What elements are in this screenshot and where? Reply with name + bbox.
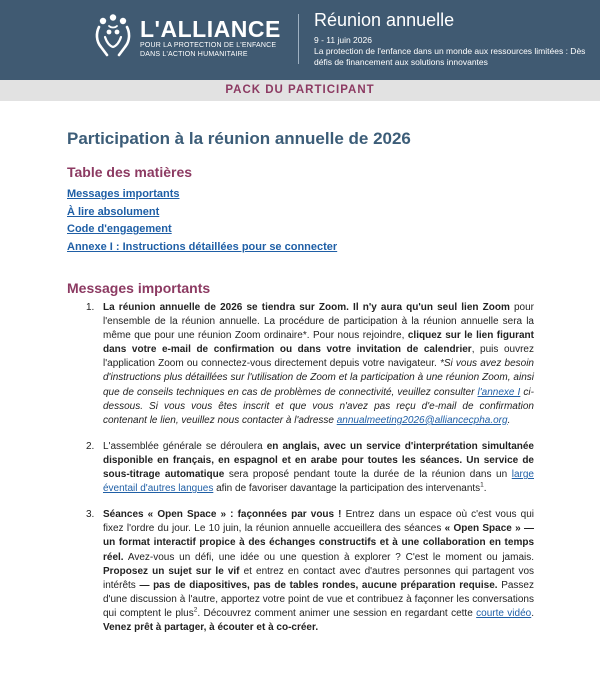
item-3-no-slides: — pas de diapositives, pas de tables rondes, aucune préparation requise. bbox=[139, 579, 498, 591]
item-1-text: pour l'ensemble de la réunion annuelle. La procédure de participation à la réunion annuelle sera la même que pour une réunion Zoom ordinaire*. Pour nous rejoindre, bbox=[103, 302, 534, 342]
item-2-text: L'assemblée générale se déroulera bbox=[103, 440, 267, 452]
footnote-ref-2: 2 bbox=[193, 606, 198, 614]
footnote-ref-1: 1 bbox=[480, 481, 484, 489]
event-subtitle: La protection de l'enfance dans un monde aux ressources limitées : Dès défis de financement aux solutions innovantes bbox=[314, 46, 586, 67]
item-number: 1. bbox=[86, 302, 95, 313]
pack-bar bbox=[0, 80, 600, 101]
item-1-note: *Si vous avez besoin d'instructions plus détaillées sur l'utilisation de Zoom et la participation à une réunion Zoom, ainsi que de conseils techniques en cas de problèmes de connectivité, veuillez consulter bbox=[103, 358, 534, 398]
toc-item bbox=[67, 221, 337, 239]
item-3-period: . bbox=[531, 607, 534, 619]
item-3-lead: Séances « Open Space » : façonnées par vous ! bbox=[103, 509, 342, 521]
contact-email-link[interactable]: annualmeeting2026@alliancecpha.org bbox=[336, 414, 508, 426]
list-item bbox=[70, 301, 534, 428]
item-number: 2. bbox=[86, 440, 95, 452]
item-number: 3. bbox=[86, 509, 95, 521]
table-of-contents bbox=[67, 186, 337, 256]
item-3-text-2: Avez-vous un défi, une idée ou une question à explorer ? C'est le moment ou jamais. bbox=[123, 551, 534, 563]
item-1-zoom-link-note: Il n'y aura qu'un seul lien Zoom bbox=[353, 302, 510, 313]
item-3-text-3: et entrez en contact avec d'autres personnes qui partagent vos intérêts bbox=[103, 565, 535, 591]
short-video-link[interactable]: courte vidéo bbox=[476, 607, 532, 619]
languages-link[interactable]: large éventail d'autres langues bbox=[103, 469, 534, 495]
toc-link-annexe-i[interactable]: Annexe I : Instructions détaillées pour se connecter bbox=[67, 240, 338, 253]
header-divider bbox=[298, 14, 299, 64]
item-2-interpretation: en anglais, avec un service d'interprétation simultanée disponible en français, en espagnol et en arabe pour toutes les séances. Un service de sous-titrage automatique bbox=[103, 440, 534, 481]
item-2-text-3: afin de favoriser davantage la participation des intervenants bbox=[213, 483, 481, 495]
item-3-text-5: . Découvrez comment animer une session en regardant cette bbox=[197, 607, 477, 619]
toc-item bbox=[67, 186, 337, 204]
item-3-closing: Venez prêt à partager, à écouter et à co-créer. bbox=[103, 621, 319, 633]
item-3-propose: Proposez un sujet sur le vif bbox=[103, 565, 240, 577]
toc-item bbox=[67, 204, 337, 222]
logo-tagline bbox=[140, 42, 276, 59]
item-1-note-2: ci-dessous. Si vous vous êtes inscrit et que vous n'avez pas reçu d'e-mail de confirmation contenant le lien, veuillez nous contacter à l'adresse bbox=[103, 386, 534, 426]
logo-name: L'ALLIANCE bbox=[140, 16, 281, 42]
annex-i-link[interactable]: l'annexe I bbox=[477, 386, 521, 398]
toc-item bbox=[67, 239, 337, 257]
item-1-lead: La réunion annuelle de 2026 se tiendra sur Zoom. bbox=[103, 302, 349, 313]
toc-heading: Table des matières bbox=[67, 164, 193, 180]
logo-tagline-line-2: DANS L'ACTION HUMANITAIRE bbox=[140, 50, 248, 58]
toc-link-code-engagement[interactable]: Code d'engagement bbox=[67, 223, 172, 235]
alliance-logo bbox=[92, 13, 292, 69]
item-1-period: . bbox=[507, 414, 511, 426]
toc-link-messages-importants[interactable]: Messages importants bbox=[67, 188, 180, 200]
pack-label: PACK DU PARTICIPANT bbox=[225, 84, 375, 96]
logo-tagline-line-1: POUR LA PROTECTION DE L'ENFANCE bbox=[140, 42, 277, 49]
item-3-text-4: Passez d'une discussion à l'autre, apportez votre point de vue et contribuez à façonner les conversations qui comptent le plus bbox=[103, 579, 534, 619]
list-item bbox=[70, 440, 534, 496]
list-item bbox=[70, 508, 534, 635]
toc-link-a-lire-absolument[interactable]: À lire absolument bbox=[67, 205, 160, 218]
section-heading-messages: Messages importants bbox=[67, 280, 211, 296]
header-banner bbox=[0, 0, 600, 80]
item-2-period: . bbox=[483, 483, 487, 495]
event-title: Réunion annuelle bbox=[314, 10, 455, 30]
alliance-emblem-icon bbox=[92, 13, 134, 61]
item-3-text: Entrez dans un espace où c'est vous qui fixez l'ordre du jour. Le 10 juin, la réunion annuelle accueillera des séances bbox=[103, 509, 534, 535]
messages-list bbox=[70, 301, 534, 635]
event-dates: 9 - 11 juin 2026 bbox=[314, 35, 372, 45]
page-title: Participation à la réunion annuelle de 2026 bbox=[67, 129, 411, 148]
item-1-text-2: , puis ouvrez l'application Zoom ou connectez-vous directement depuis votre navigateur. bbox=[103, 344, 534, 370]
item-2-text-2: sera proposé pendant toute la durée de la réunion dans un bbox=[224, 469, 512, 481]
item-3-open-space: « Open Space » — un format interactif propice à des échanges constructifs et à une collaboration en temps réel. bbox=[103, 523, 534, 563]
item-1-click-instruction: cliquez sur le lien figurant dans votre e-mail de confirmation ou dans votre invitation de calendrier bbox=[103, 330, 534, 356]
